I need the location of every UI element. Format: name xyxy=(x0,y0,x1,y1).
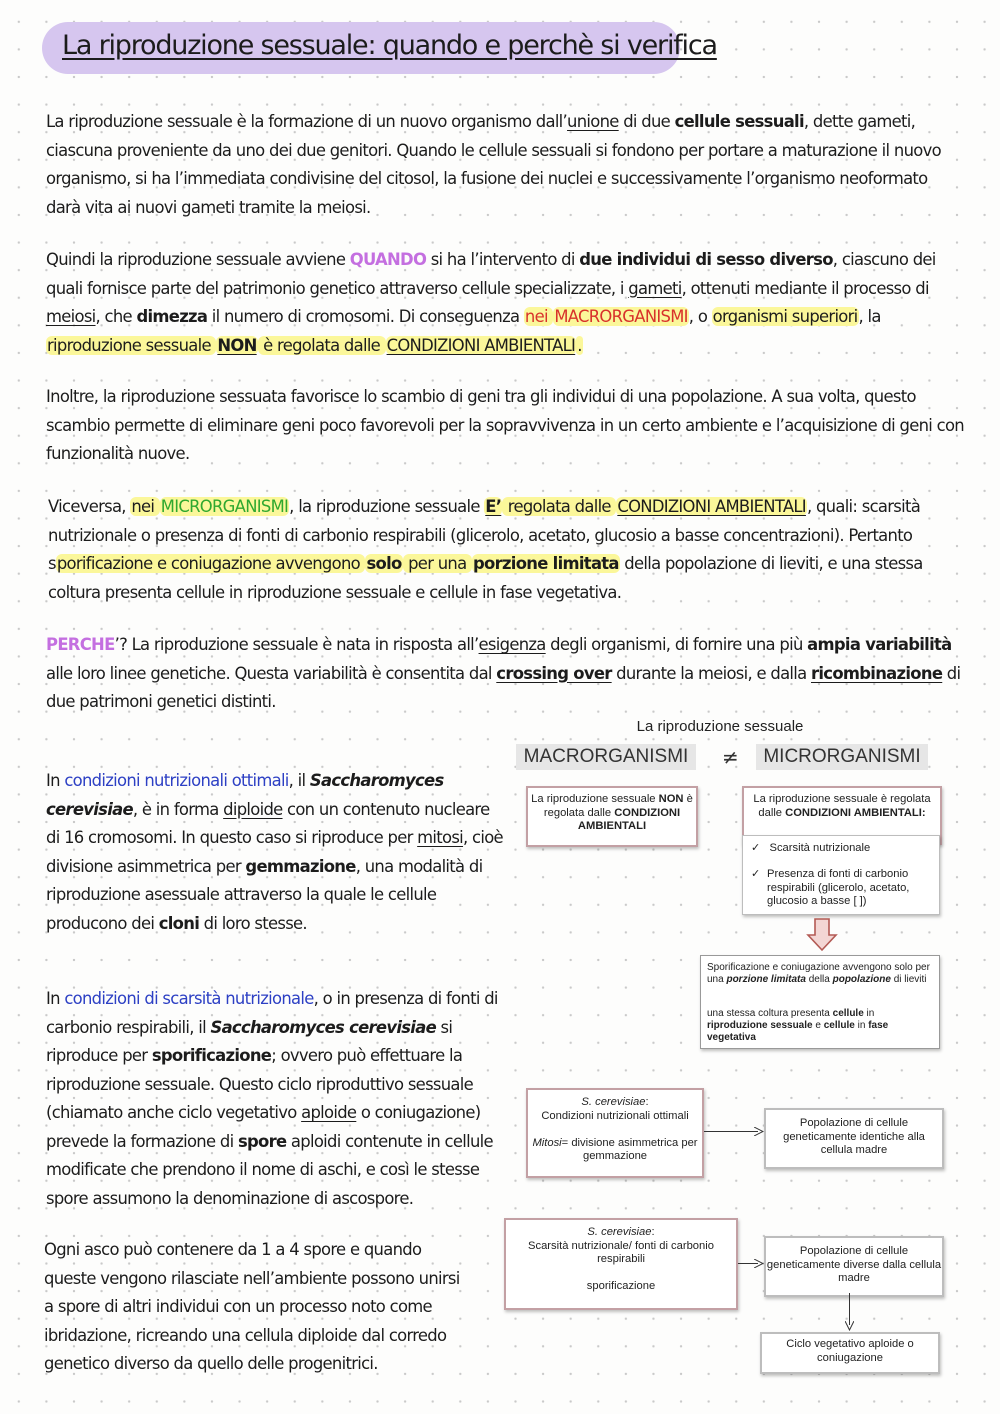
bold-text: porzione limitata xyxy=(472,554,619,573)
paragraph-2 xyxy=(46,246,966,360)
blue-text: condizioni di scarsità nutrizionale xyxy=(64,989,314,1008)
down-arrow-icon xyxy=(806,918,838,952)
text: è regolata dalle xyxy=(543,793,693,819)
text: , è in forma xyxy=(132,799,224,819)
text: , o in presenza di fonti di carbonio respirabili, il xyxy=(46,989,498,1037)
highlight-text: per una xyxy=(403,554,471,573)
page-title: La riproduzione sessuale: quando e perchè si verifica xyxy=(62,30,717,61)
macro-label: MACRORGANISMI xyxy=(516,744,696,770)
highlight-text: porificazione e coniugazione avvengono xyxy=(56,554,365,573)
text: mitosi xyxy=(417,828,464,847)
highlight-text: CONDIZIONI AMBIENTALI xyxy=(617,497,806,516)
cerevisiae-scarcity-box xyxy=(504,1218,738,1310)
highlight-text: è regolata dalle xyxy=(258,335,385,355)
text: La riproduzione sessuale è regolata dalle xyxy=(753,793,931,819)
text: meiosi xyxy=(46,307,96,326)
species-name: Saccharomyces cerevisiae xyxy=(210,1017,436,1037)
text: , ciascuno dei quali fornisce parte del patrimonio genetico attraverso cellule specializzate, i xyxy=(46,250,936,298)
text: , quali: scarsità nutrizionale o presenza di fonti di carbonio respirabili (glicerolo, acetato, glucosio a basse concentrazioni). Pertanto s xyxy=(48,497,921,573)
arrow-line xyxy=(704,1131,758,1132)
text: si ha l’intervento di xyxy=(426,250,580,269)
text: aploide xyxy=(301,1103,357,1122)
paragraph-3: Inoltre, la riproduzione sessuata favorisce lo scambio di geni tra gli individui di una popolazione. A sua volta, questo scambio permette di eliminare geni poco favorevoli per la sopravvivenza in un certo ambiente e l’acquisizione di geni con funzionalità nuove. xyxy=(46,387,964,463)
text: sporificazione xyxy=(586,1280,656,1292)
paragraph-4 xyxy=(48,493,966,607)
text: : xyxy=(651,1226,655,1238)
conditions-box xyxy=(742,835,940,915)
check-text: Scarsità nutrizionale xyxy=(769,842,871,854)
text: , dette gameti, ciascuna proveniente da uno dei due genitori. Quando le cellule sessuali si fondono per portare a maturazione il nuovo organismo, si ha l’immediata condivisine del citosol, la fusione dei nuclei e successivamente l’organismo neoformato darà vita ai nuovi gameti tramite la meiosi. xyxy=(46,112,941,217)
blue-text: condizioni nutrizionali ottimali xyxy=(64,771,289,790)
not-equal-sign: ≠ xyxy=(722,745,739,769)
species-name: Saccharomyces cerevisiae xyxy=(46,771,444,819)
text: diploide xyxy=(223,799,283,819)
text: Condizioni nutrizionali ottimali xyxy=(541,1109,689,1122)
text: = divisione asimmetrica per gemmazione xyxy=(561,1136,698,1162)
check-text: Presenza di fonti di carbonio respirabili (glicerolo, acetato, glucosio a basse [ ]) xyxy=(767,868,910,907)
bold-text: crossing over xyxy=(496,663,612,683)
bold-text: ampia variabilità xyxy=(807,635,952,654)
highlight-text: organismi superiori xyxy=(712,307,858,326)
text: gameti xyxy=(628,278,682,298)
text: in xyxy=(863,1008,875,1019)
sporification-box xyxy=(700,955,940,1049)
paragraph-5 xyxy=(46,631,974,717)
text: , ottenuti mediante il processo di xyxy=(681,278,929,298)
text: Viceversa, xyxy=(48,497,131,516)
paragraph-1 xyxy=(46,108,966,222)
text: unione xyxy=(567,112,619,131)
text: o coniugazione) prevede la formazione di xyxy=(46,1103,481,1151)
bold-text: CONDIZIONI AMBIENTALI xyxy=(577,806,681,832)
text: ; ovvero può effettuare la riproduzione sessuale. Questo ciclo riproduttivo sessuale (chiamato anche ciclo vegetativo xyxy=(46,1046,474,1122)
paragraph-6 xyxy=(46,767,506,938)
check-icon: ✓ xyxy=(751,868,761,880)
bold-text: gemmazione xyxy=(245,856,356,876)
paragraph-8: Ogni asco può contenere da 1 a 4 spore e quando queste vengono rilasciate nell’ambiente possono unirsi a spore di altri individui con un processo noto come ibridazione, ricreando una cellula diploide dal corredo genetico diverso da quello delle progenitrici. xyxy=(44,1240,460,1373)
text: , cioè divisione asimmetrica per xyxy=(46,828,503,876)
keyword-e: E’ xyxy=(485,497,502,516)
text: , che xyxy=(95,307,137,326)
text: Sporificazione e coniugazione avvengono solo per una xyxy=(707,962,930,985)
text: , la xyxy=(858,307,881,326)
species-name: S. cerevisiae xyxy=(587,1226,652,1238)
text: di loro stesse. xyxy=(199,913,307,933)
right-arrow-icon xyxy=(754,1259,764,1268)
bold-text: dimezza xyxy=(136,307,208,326)
text: : xyxy=(921,806,926,819)
micro-label: MICRORGANISMI xyxy=(756,744,928,770)
text: di lieviti xyxy=(890,974,927,985)
keyword-macrorganismi: MACRORGANISMI xyxy=(554,307,688,326)
text: Quindi la riproduzione sessuale avviene xyxy=(46,250,350,269)
text: . xyxy=(577,335,582,355)
highlight-text: regolata dalle xyxy=(503,497,616,516)
bold-text: ricombinazione xyxy=(811,663,943,683)
species-name: S. cerevisiae xyxy=(581,1096,646,1108)
check-item-2 xyxy=(751,868,935,909)
text: porzione limitata xyxy=(726,974,806,985)
text: di due xyxy=(618,112,675,131)
population-different-box: Popolazione di cellule geneticamente diverse dalla cellula madre xyxy=(764,1236,944,1297)
down-arrow-small-icon xyxy=(845,1321,854,1331)
text: il numero di cromosomi. Di conseguenza xyxy=(207,307,524,326)
text: di due patrimoni genetici distinti. xyxy=(46,663,961,711)
bold-text: solo xyxy=(366,554,402,573)
text: una stessa coltura presenta xyxy=(707,1008,833,1019)
keyword-perche: PERCHE xyxy=(46,635,115,654)
text: aploidi contenute in cellule modificate che prendono il nome di aschi, e così le stesse spore assumono la denominazione di ascospore. xyxy=(46,1131,493,1208)
bold-text: cellule sessuali xyxy=(674,112,804,131)
text: alle loro linee genetiche. Questa variabilità è consentita dal xyxy=(46,663,497,683)
keyword-quando: QUANDO xyxy=(349,250,427,269)
text: Scarsità nutrizionale/ fonti di carbonio respirabili xyxy=(528,1239,714,1265)
text: in xyxy=(854,1020,869,1031)
text: durante la meiosi, e dalla xyxy=(611,663,811,683)
macro-box xyxy=(526,786,698,847)
text: si riproduce per xyxy=(46,1017,453,1065)
bold-text: spore xyxy=(237,1131,287,1151)
text: In xyxy=(46,989,65,1008)
bold-text: cloni xyxy=(158,913,200,933)
cerevisiae-optimal-box xyxy=(526,1088,704,1178)
keyword-microrganismi: MICRORGANISMI xyxy=(160,497,289,516)
bold-text: due individui di sesso diverso xyxy=(579,250,833,269)
text: La riproduzione sessuale xyxy=(531,793,659,805)
text: , la riproduzione sessuale xyxy=(289,497,485,516)
bold-text: CONDIZIONI AMBIENTALI xyxy=(785,806,922,819)
population-identical-box: Popolazione di cellule geneticamente identiche alla cellula madre xyxy=(764,1108,944,1169)
text: : xyxy=(645,1096,649,1108)
check-icon: ✓ xyxy=(751,842,761,854)
text: cellule xyxy=(832,1008,864,1019)
highlight-text: CONDIZIONI AMBIENTALI xyxy=(386,335,576,355)
text: della popolazione di lieviti, e una stessa coltura presenta cellule in riproduzione sessuale e cellule in fase vegetativa. xyxy=(48,554,923,602)
vegetative-cycle-box: Ciclo vegetativo aploide o coniugazione xyxy=(760,1332,940,1374)
text: fase vegetativa xyxy=(707,1020,889,1043)
highlight-text: nei xyxy=(524,307,553,326)
diagram-title: La riproduzione sessuale xyxy=(636,718,804,735)
text: La riproduzione sessuale è la formazione di un nuovo organismo dall’ xyxy=(46,112,568,131)
check-item-1 xyxy=(751,842,935,856)
text: riproduzione sessuale xyxy=(707,1020,813,1031)
text: , o xyxy=(688,307,712,326)
bold-text: sporificazione xyxy=(151,1046,272,1065)
text: cellule xyxy=(823,1020,855,1031)
paragraph-7 xyxy=(46,985,506,1213)
text: ’? La riproduzione sessuale è nata in risposta all’ xyxy=(114,635,479,654)
text: , una modalità di riproduzione asessuale attraverso la quale le cellule producono dei xyxy=(46,856,483,933)
text: e xyxy=(812,1020,824,1031)
bold-text: NON xyxy=(658,793,684,805)
right-arrow-icon xyxy=(754,1127,764,1136)
highlight-text: nei xyxy=(131,497,159,516)
highlight-text: riproduzione sessuale xyxy=(47,335,216,355)
text: , il xyxy=(288,771,310,790)
keyword-non: NON xyxy=(217,335,257,355)
text: esigenza xyxy=(478,635,546,654)
text: popolazione xyxy=(832,974,891,985)
text: della xyxy=(805,974,833,985)
text: Mitosi xyxy=(532,1136,562,1149)
text: degli organismi, di fornire una più xyxy=(545,635,808,654)
text: con un contenuto nucleare di 16 cromosomi. In questo caso si riproduce per xyxy=(46,799,490,847)
text: In xyxy=(46,771,65,790)
